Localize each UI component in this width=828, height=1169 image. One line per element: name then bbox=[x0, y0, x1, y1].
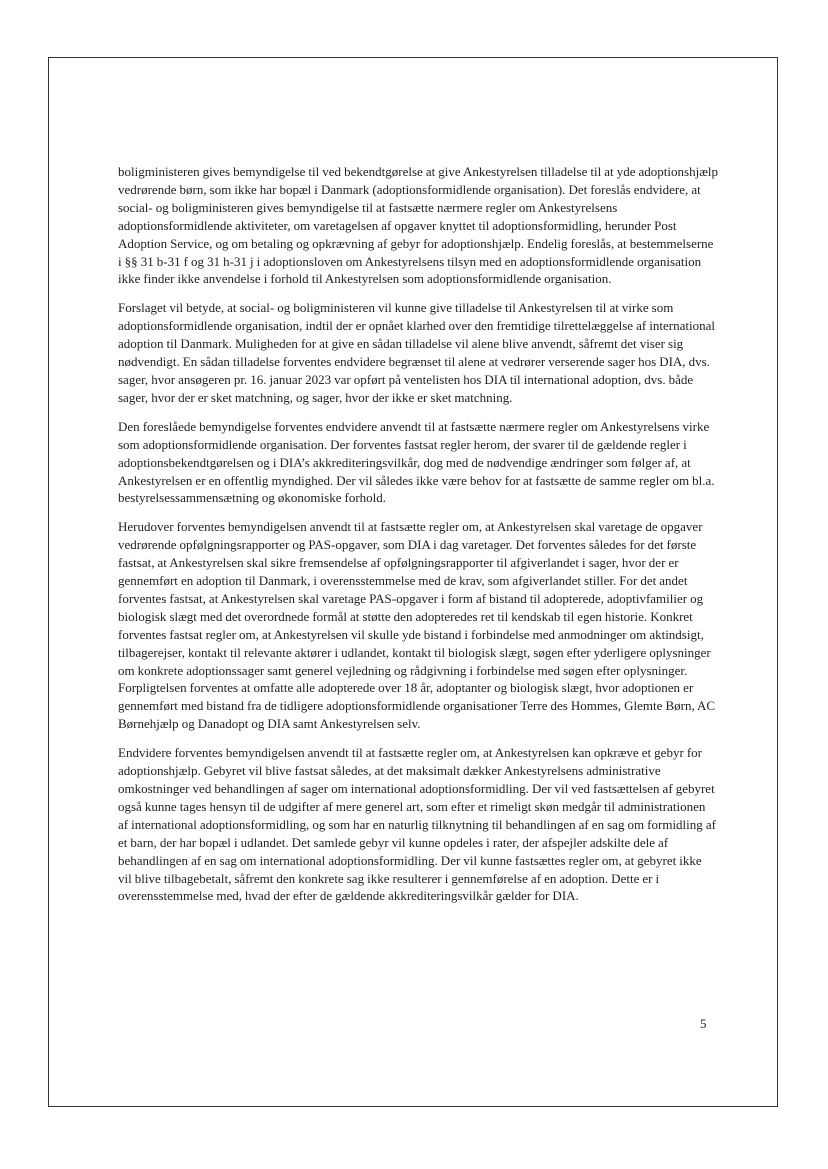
paragraph-3: Den foreslåede bemyndigelse forventes endvidere anvendt til at fastsætte nærmere regler om Ankestyrelsens virke som adoptionsformidlende organisation. Der forventes fastsat regler herom, der svarer til de gældende regler i adoptionsbekendtgørelsen og i DIA’s akkrediteringsvilkår, dog med de nødvendige ændringer som følger af, at Ankestyrelsen er en offentlig myndighed. Der vil således ikke være behov for at fastsætte de samme regler om bl.a. bestyrelsessammensætning og økonomiske forhold. bbox=[118, 418, 715, 506]
paragraph-4: Herudover forventes bemyndigelsen anvendt til at fastsætte regler om, at Ankestyrelsen skal varetage de opgaver vedrørende opfølgningsrapporter og PAS-opgaver, som DIA i dag varetager. Det forventes således for det første fastsat, at Ankestyrelsen skal sikre fremsendelse af opfølgningsrapporter til afgiverlandet i sager, hvor der er gennemført en adoption til Danmark, i overensstemmelse med de krav, som afgiverlandet stiller. For det andet forventes fastsat, at Ankestyrelsen skal varetage PAS-opgaver i form af bistand til adopterede, adoptivfamilier og biologisk slægt med det overordnede formål at støtte den adopteredes ret til kendskab til egen historie. Konkret forventes fastsat regler om, at Ankestyrelsen vil skulle yde bistand i forbindelse med anmodninger om aktindsigt, tilbagerejser, kontakt til relevante aktører i udlandet, kontakt til biologisk slægt, søgen efter yderligere oplysninger om konkrete adoptionssager samt generel vejledning og rådgivning i forbindelse med søgen efter oplysninger. Forpligtelsen forventes at omfatte alle adopterede over 18 år, adoptanter og biologisk slægt, hvor adoptionen er gennemført med bistand fra de tidligere adoptionsformidlende organisationer Terre des Hommes, Glemte Børn, AC Børnehjælp og Danadopt og DIA samt Ankestyrelsen selv. bbox=[118, 519, 716, 732]
page-number: 5 bbox=[700, 1016, 707, 1031]
paragraph-2: Forslaget vil betyde, at social- og boligministeren vil kunne give tilladelse til Ankestyrelsen til at virke som adoptionsformidlende organisation, indtil der er opnået klarhed over den fremtidige tilrettelæggelse af international adoption til Danmark. Muligheden for at give en sådan tilladelse vil alene blive anvendt, såfremt det viser sig nødvendigt. En sådan tilladelse forventes endvidere begrænset til alene at vedrører verserende sager hos DIA, dvs. sager, hvor ansøgeren pr. 16. januar 2023 var opført på ventelisten hos DIA til international adoption, dvs. både sager, hvor der er sket matchning, og sager, hvor der ikke er sket matchning. bbox=[118, 300, 715, 405]
paragraph-1: boligministeren gives bemyndigelse til ved bekendtgørelse at give Ankestyrelsen tilladelse til at yde adoptionshjælp vedrørende børn, som ikke har bopæl i Danmark (adoptionsformidlende organisation). Det foreslås endvidere, at social- og boligministeren gives bemyndigelse til at fastsætte nærmere regler om Ankestyrelsens adoptionsformidlende aktiviteter, om varetagelsen af opgaver knyttet til adoptionsformidling, herunder Post Adoption Service, og om betaling og opkrævning af gebyr for adoptionshjælp. Endelig foreslås, at bestemmelserne i §§ 31 b-31 f og 31 h-31 j i adoptionsloven om Ankestyrelsens tilsyn med en adoptionsformidlende organisation ikke finder ikke anvendelse i forhold til Ankestyrelsen som adoptionsformidlende organisation. bbox=[118, 164, 718, 287]
document-body bbox=[118, 163, 718, 916]
paragraph-5: Endvidere forventes bemyndigelsen anvendt til at fastsætte regler om, at Ankestyrelsen kan opkræve et gebyr for adoptionshjælp. Gebyret vil blive fastsat således, at det maksimalt dækker Ankestyrelsens administrative omkostninger ved behandlingen af sager om international adoptionsformidling. Der vil ved fastsættelsen af gebyret også kunne tages hensyn til de udgifter af mere generel art, som efter et rimeligt skøn medgår til administrationen af international adoptionsformidling, og som har en naturlig tilknytning til behandlingen af en sag om formidling af et barn, der har bopæl i udlandet. Det samlede gebyr vil kunne opdeles i rater, der afspejler adskilte dele af behandlingen af en sag om international adoptionsformidling. Der vil kunne fastsættes regler om, at gebyret ikke vil blive tilbagebetalt, såfremt den konkrete sag ikke resulterer i gennemførelse af en adoption. Dette er i overensstemmelse med, hvad der efter de gældende akkrediteringsvilkår gælder for DIA. bbox=[118, 745, 716, 904]
